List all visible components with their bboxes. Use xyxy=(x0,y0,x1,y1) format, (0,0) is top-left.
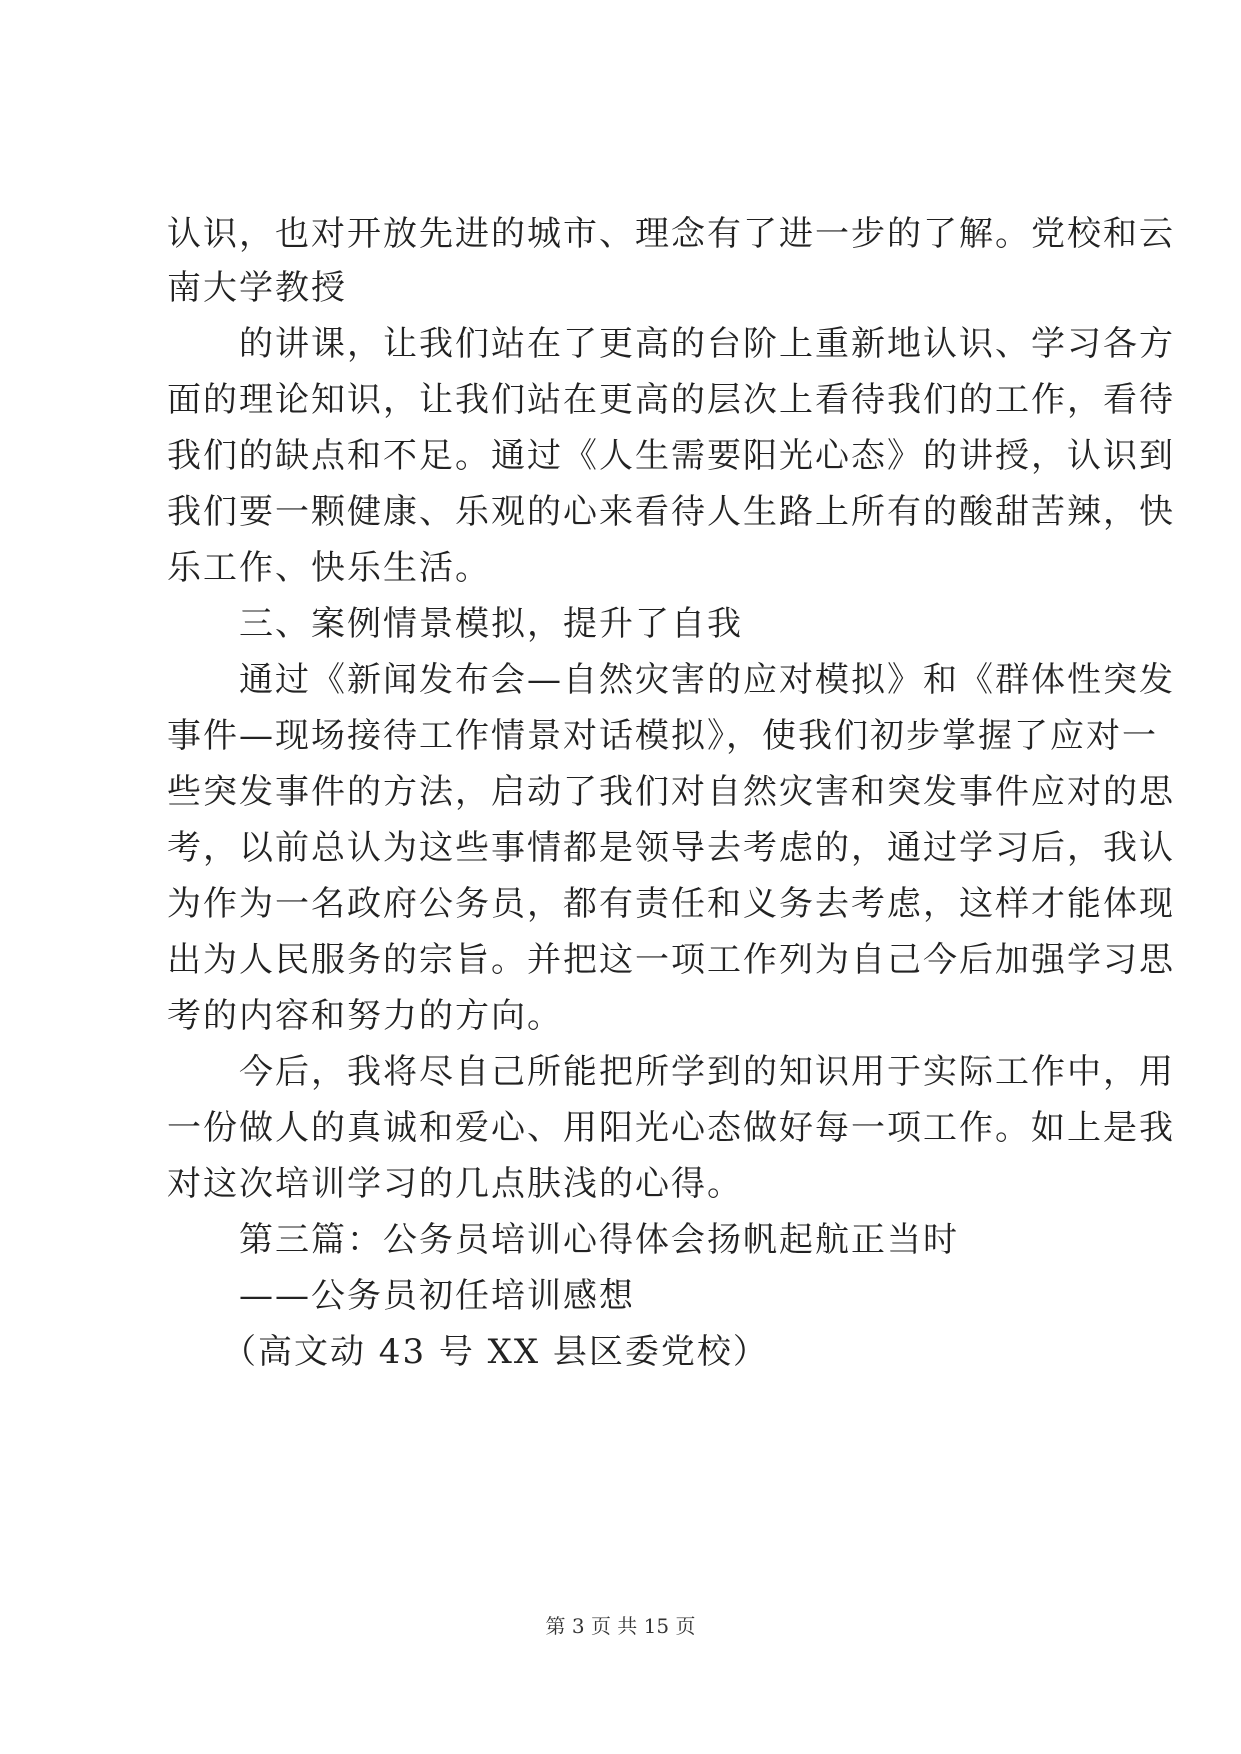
text-line: 些突发事件的方法，启动了我们对自然灾害和突发事件应对的思 xyxy=(167,772,1175,812)
page-number-footer: 第 3 页 共 15 页 xyxy=(545,1614,696,1638)
text-line: 对这次培训学习的几点肤浅的心得。 xyxy=(167,1164,743,1204)
text-line: 今后，我将尽自己所能把所学到的知识用于实际工作中，用 xyxy=(167,1052,1175,1092)
text-line: 乐工作、快乐生活。 xyxy=(167,548,491,588)
author-line: （高文动 43 号 XX 县区委党校） xyxy=(167,1332,769,1372)
text-line: 出为人民服务的宗旨。并把这一项工作列为自己今后加强学习思 xyxy=(167,940,1175,980)
text-line: 考，以前总认为这些事情都是领导去考虑的，通过学习后，我认 xyxy=(167,828,1175,868)
section-heading: 三、案例情景模拟，提升了自我 xyxy=(167,604,743,644)
text-line: 认识，也对开放先进的城市、理念有了进一步的了解。党校和云 xyxy=(167,214,1175,254)
text-line: 通过《新闻发布会—自然灾害的应对模拟》和《群体性突发 xyxy=(167,660,1175,700)
text-line: 的讲课，让我们站在了更高的台阶上重新地认识、学习各方 xyxy=(167,324,1175,364)
chapter-title: 第三篇：公务员培训心得体会扬帆起航正当时 xyxy=(167,1220,959,1260)
chapter-subtitle: ——公务员初任培训感想 xyxy=(167,1276,635,1316)
text-line: 南大学教授 xyxy=(167,268,347,308)
text-line: 我们的缺点和不足。通过《人生需要阳光心态》的讲授，认识到 xyxy=(167,436,1175,476)
text-line: 事件—现场接待工作情景对话模拟》，使我们初步掌握了应对一 xyxy=(167,716,1158,756)
text-line: 考的内容和努力的方向。 xyxy=(167,996,563,1036)
text-line: 一份做人的真诚和爱心、用阳光心态做好每一项工作。如上是我 xyxy=(167,1108,1175,1148)
text-line: 为作为一名政府公务员，都有责任和义务去考虑，这样才能体现 xyxy=(167,884,1175,924)
text-line: 面的理论知识，让我们站在更高的层次上看待我们的工作，看待 xyxy=(167,380,1175,420)
text-line: 我们要一颗健康、乐观的心来看待人生路上所有的酸甜苦辣，快 xyxy=(167,492,1175,532)
